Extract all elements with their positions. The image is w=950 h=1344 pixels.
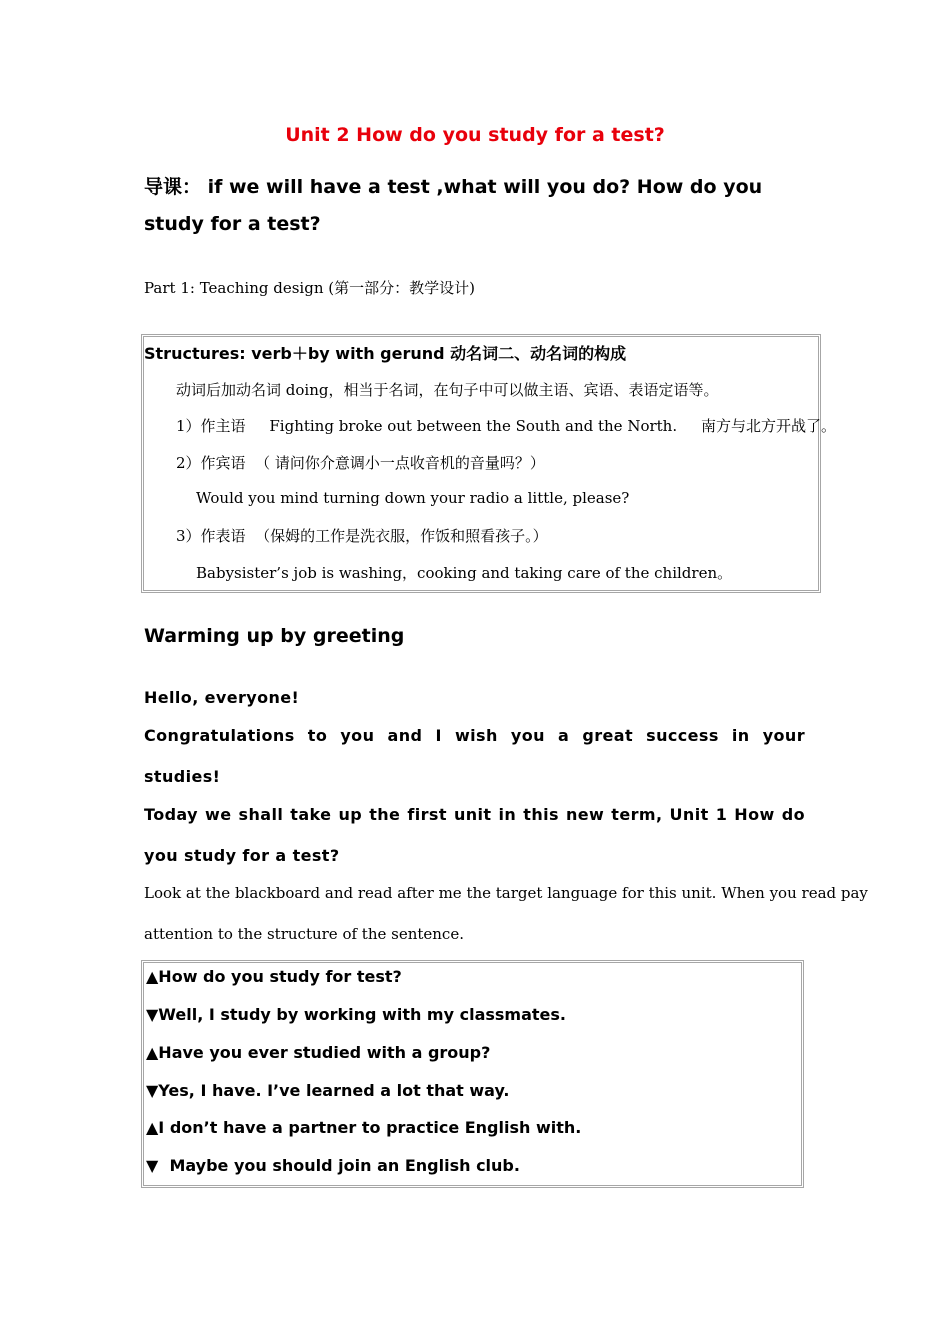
dialogue-line: ▼Well, I study by working with my classmates. (146, 1005, 566, 1024)
congrats-line-2: studies! (144, 767, 221, 786)
today-line-1: Today we shall take up the first unit in this new term, Unit 1 How do (144, 805, 805, 824)
instruction-line-2: attention to the structure of the sentence. (144, 925, 464, 943)
intro-line-2: study for a test? (144, 213, 321, 235)
part-heading: Part 1: Teaching design (第一部分：教学设计) (144, 279, 475, 297)
dialogue-line: ▲How do you study for test? (146, 967, 402, 986)
structures-line: 2）作宾语 （ 请问你介意调小一点收音机的音量吗？） (176, 454, 545, 472)
dialogue-line: ▲I don’t have a partner to practice English with. (146, 1118, 582, 1137)
congrats-line-1: Congratulations to you and I wish you a great success in your (144, 726, 805, 745)
dialogue-line: ▲Have you ever studied with a group? (146, 1043, 491, 1062)
document-title: Unit 2 How do you study for a test? (285, 124, 665, 146)
structures-line: 1）作主语 Fighting broke out between the South and the North. 南方与北方开战了。 (176, 417, 836, 435)
structures-line: Would you mind turning down your radio a little, please? (196, 489, 630, 507)
structures-line: 动词后加动名词 doing，相当于名词，在句子中可以做主语、宾语、表语定语等。 (176, 381, 719, 399)
dialogue-line: ▼Yes, I have. I’ve learned a lot that way. (146, 1081, 510, 1100)
structures-line: 3）作表语 （保姆的工作是洗衣服，作饭和照看孩子。） (176, 527, 548, 545)
intro-line-1: 导课： if we will have a test ,what will you do? How do you (144, 176, 763, 198)
instruction-line-1: Look at the blackboard and read after me the target language for this unit. When you read pay (144, 884, 868, 902)
dialogue-line: ▼ Maybe you should join an English club. (146, 1156, 520, 1175)
dialogue-box (141, 960, 804, 1188)
today-line-2: you study for a test? (144, 846, 340, 865)
structures-line: Babysister’s job is washing，cooking and taking care of the children。 (196, 564, 733, 582)
hello-line: Hello, everyone! (144, 688, 300, 707)
warming-heading: Warming up by greeting (144, 625, 405, 647)
structures-heading: Structures: verb＋by with gerund 动名词二、动名词的构成 (144, 344, 627, 363)
